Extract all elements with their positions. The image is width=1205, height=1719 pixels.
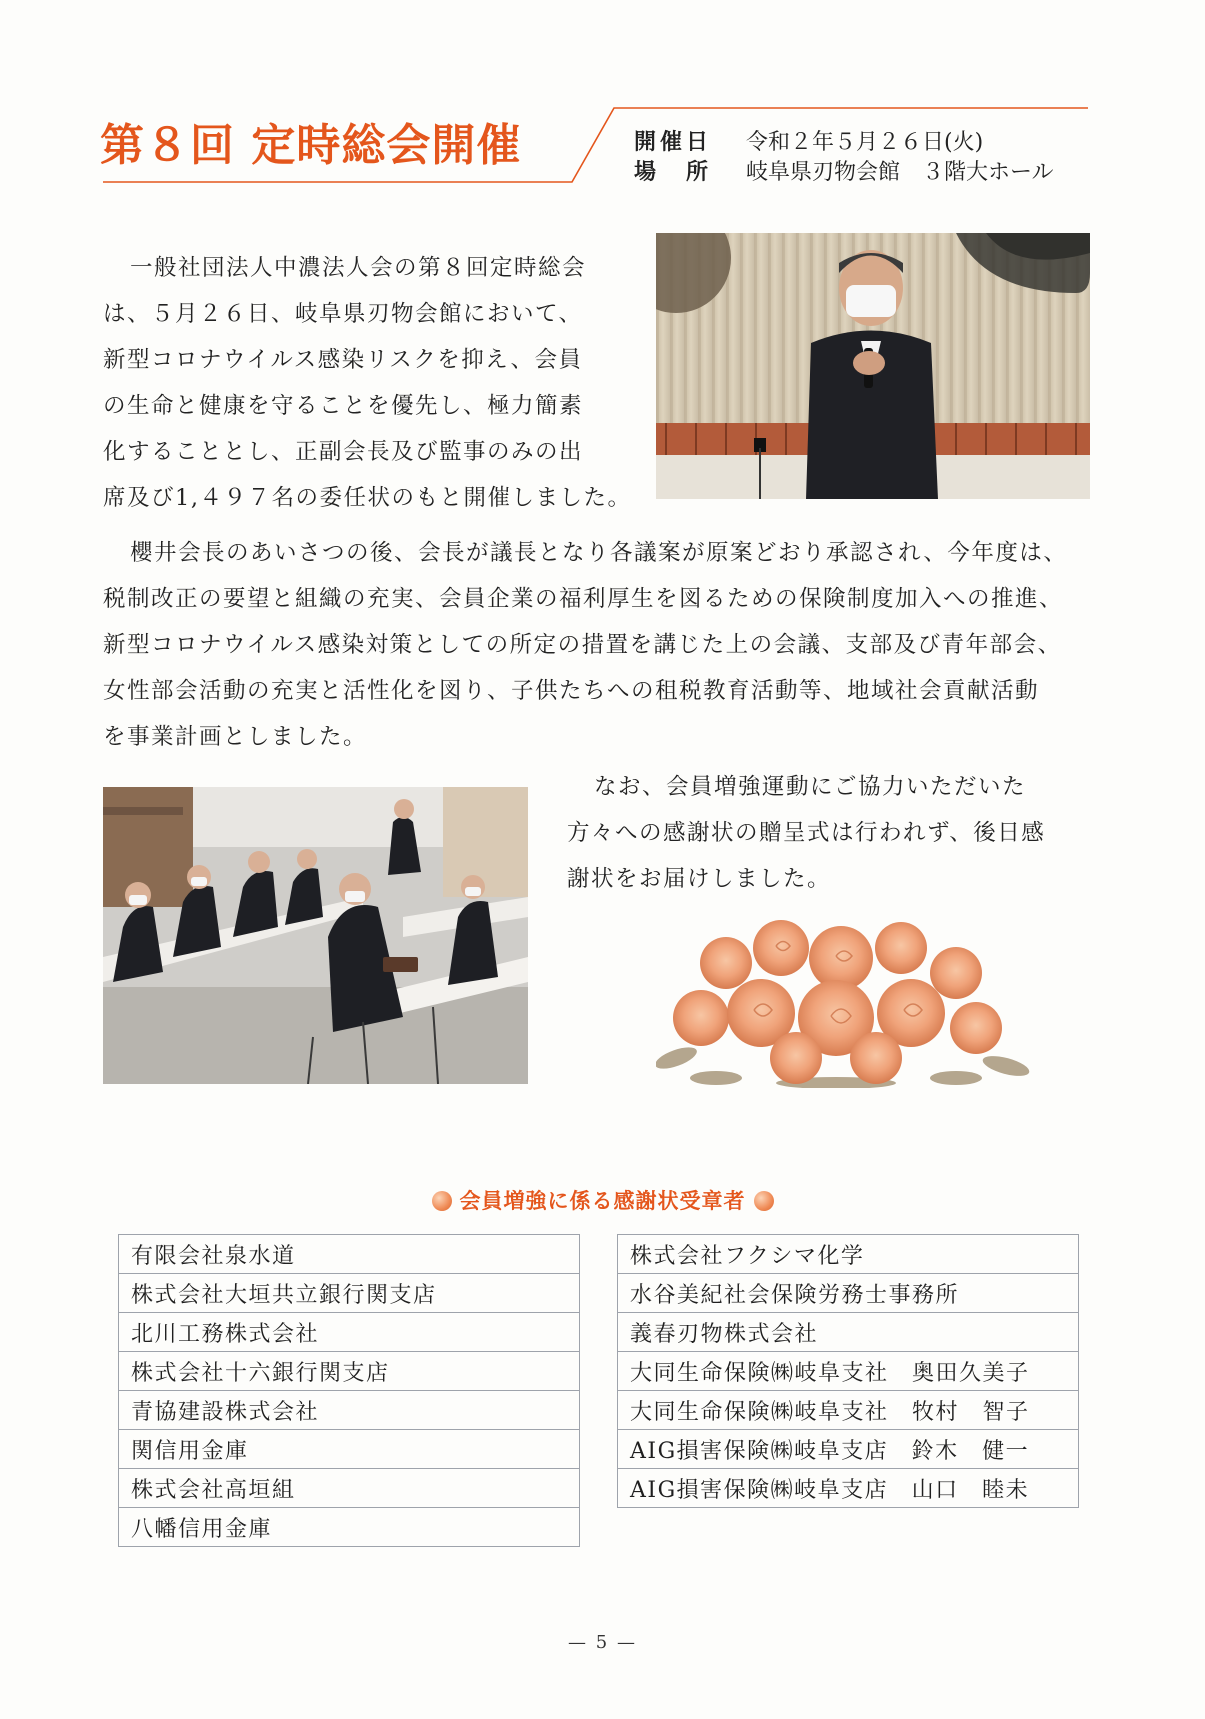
table-row [618,1430,1079,1469]
table-row [119,1508,580,1547]
text-line: 新型コロナウイルス感染対策としての所定の措置を講じた上の会議、支部及び青年部会、 [103,632,1062,658]
text-line: 女性部会活動の充実と活性化を図り、子供たちへの租税教育活動等、地域社会貢献活動 [103,678,1040,704]
intro-paragraph [103,245,633,521]
text-line: 櫻井会長のあいさつの後、会長が議長となり各議案が原案どおり承認され、今年度は、 [130,540,1068,566]
text-line: 席及び1,４９７名の委任状のもと開催しました。 [103,485,632,511]
table-row [618,1352,1079,1391]
date-label: 開催日 [634,130,713,155]
meeting-photo [103,787,528,1084]
recipient-name: 株式会社高垣組 [119,1469,580,1508]
venue-value: 岐阜県刃物会館 ３階大ホール [746,160,1054,185]
recipient-name: 有限会社泉水道 [119,1235,580,1274]
event-date [634,128,983,158]
recipients-heading [0,1185,1205,1215]
text-line: なお、会員増強運動にご協力いただいた [594,774,1027,800]
text-line: 方々への感謝状の贈呈式は行われず、後日感 [567,820,1046,846]
text-line: 税制改正の要望と組織の充実、会員企業の福利厚生を図るための保険制度加入への推進、 [103,586,1064,612]
table-row [618,1235,1079,1274]
bullet-icon [754,1191,774,1211]
recipient-name: 株式会社フクシマ化学 [618,1235,1079,1274]
table-row [618,1313,1079,1352]
event-venue [634,158,1054,188]
text-line: 新型コロナウイルス感染リスクを抑え、会員 [103,347,583,373]
text-line: は、５月２６日、岐阜県刃物会館において、 [103,301,583,327]
rose-illustration [656,918,1030,1088]
recipients-title: 会員増強に係る感謝状受章者 [459,1189,746,1213]
table-row [119,1352,580,1391]
text-line: 謝状をお届けしました。 [567,866,832,892]
recipient-name: AIG損害保険㈱岐阜支店 鈴木 健一 [618,1430,1079,1469]
recipients-table-left [118,1234,580,1547]
table-row [119,1469,580,1508]
table-row [618,1391,1079,1430]
table-row [119,1430,580,1469]
recipient-name: 大同生命保険㈱岐阜支社 奥田久美子 [618,1352,1079,1391]
recipient-name: 株式会社大垣共立銀行関支店 [119,1274,580,1313]
recipient-name: AIG損害保険㈱岐阜支店 山口 睦未 [618,1469,1079,1508]
recipient-name: 義春刃物株式会社 [618,1313,1079,1352]
recipients-table-right [617,1234,1079,1508]
text-line: 化することとし、正副会長及び監事のみの出 [103,439,584,465]
recipient-name: 八幡信用金庫 [119,1508,580,1547]
recipient-name: 関信用金庫 [119,1430,580,1469]
text-line: 一般社団法人中濃法人会の第８回定時総会 [130,255,587,281]
recipient-name: 水谷美紀社会保険労務士事務所 [618,1274,1079,1313]
recipient-name: 株式会社十六銀行関支店 [119,1352,580,1391]
plan-paragraph [103,530,1113,760]
text-line: の生命と健康を守ることを優先し、極力簡素 [103,393,584,419]
page-title: 第８回 定時総会開催 [100,120,522,171]
recipient-name: 北川工務株式会社 [119,1313,580,1352]
venue-label: 場 所 [634,160,713,185]
table-row [618,1274,1079,1313]
table-row [119,1313,580,1352]
date-value: 令和２年５月２６日(火) [746,130,984,155]
recipient-name: 青協建設株式会社 [119,1391,580,1430]
speaker-photo [656,233,1090,499]
page-number: — 5 — [568,1632,637,1653]
table-row [119,1391,580,1430]
table-row [618,1469,1079,1508]
certificate-paragraph [567,764,1097,902]
text-line: を事業計画としました。 [103,724,368,750]
table-row [119,1235,580,1274]
recipient-name: 大同生命保険㈱岐阜支社 牧村 智子 [618,1391,1079,1430]
bullet-icon [432,1191,452,1211]
table-row [119,1274,580,1313]
